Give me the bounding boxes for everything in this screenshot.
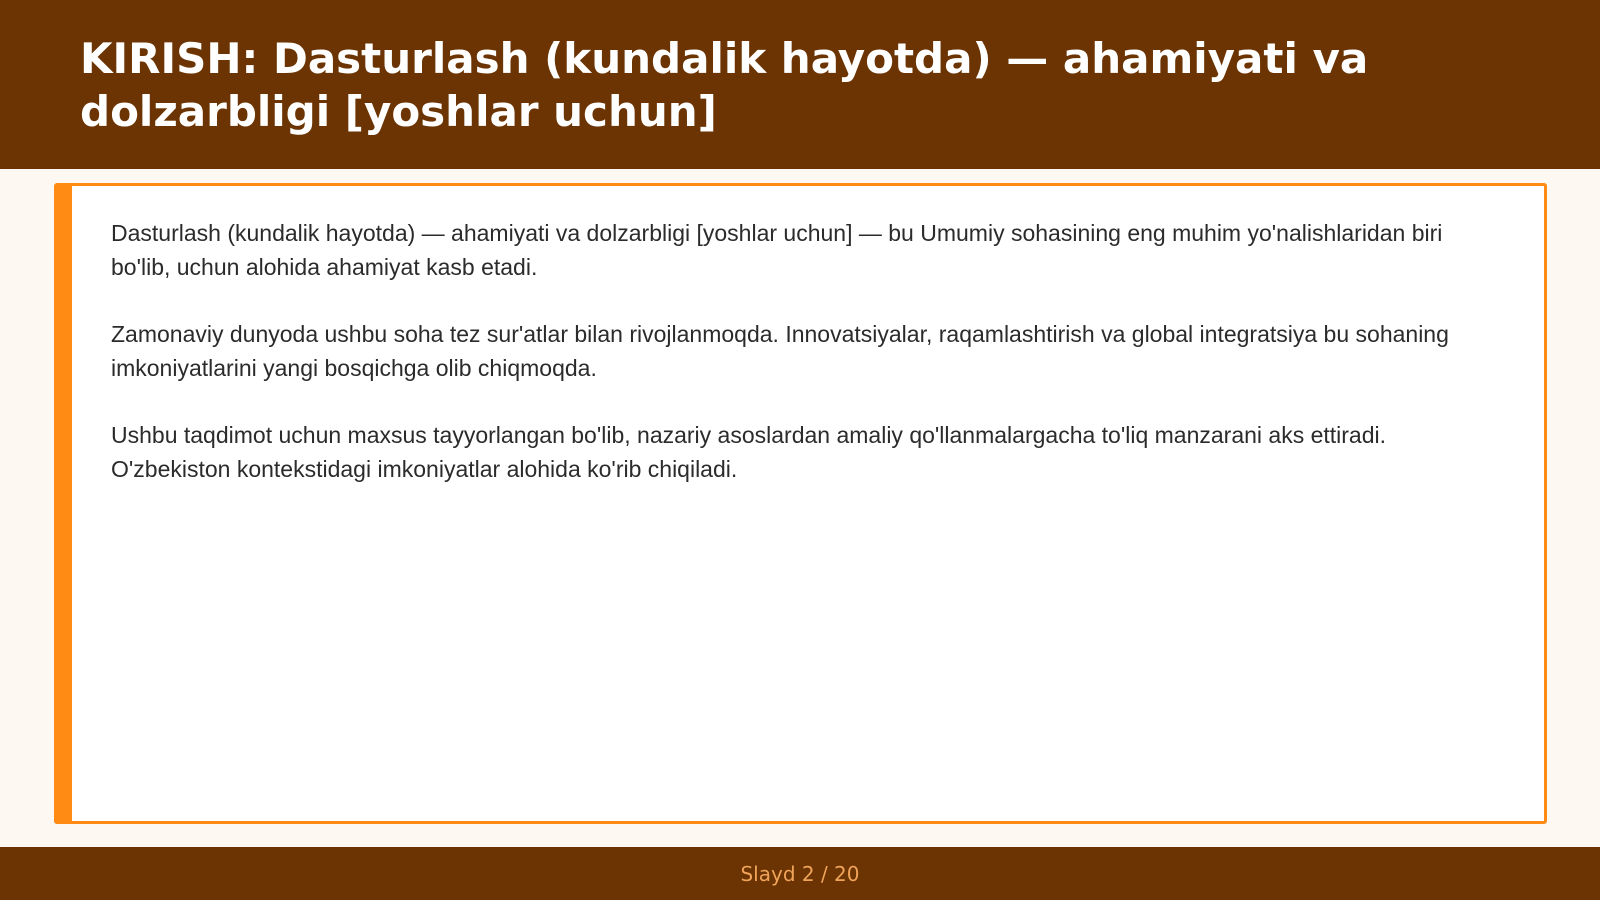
slide-header [0, 0, 1600, 169]
slide-title: KIRISH: Dasturlash (kundalik hayotda) — ahamiyati va dolzarbligi [yoshlar uchun] [80, 34, 1369, 136]
slide-footer [0, 847, 1600, 900]
paragraph-1: Dasturlash (kundalik hayotda) — ahamiyati va dolzarbligi [yoshlar uchun] — bu Umumiy sohasining eng muhim yo'nalishlaridan biri bo'lib, uchun alohida ahamiyat kasb etadi. [111, 220, 1443, 280]
paragraph-2: Zamonaviy dunyoda ushbu soha tez sur'atlar bilan rivojlanmoqda. Innovatsiyalar, raqamlashtirish va global integratsiya bu sohaning imkoniyatlarini yangi bosqichga olib chiqmoqda. [111, 321, 1449, 381]
paragraph-3: Ushbu taqdimot uchun maxsus tayyorlangan bo'lib, nazariy asoslardan amaliy qo'llanmalargacha to'liq manzarani aks ettiradi. O'zbekiston kontekstidagi imkoniyatlar alohida ko'rib chiqiladi. [111, 422, 1387, 482]
slide-number: Slayd 2 / 20 [740, 861, 860, 886]
content-box [54, 183, 1547, 824]
